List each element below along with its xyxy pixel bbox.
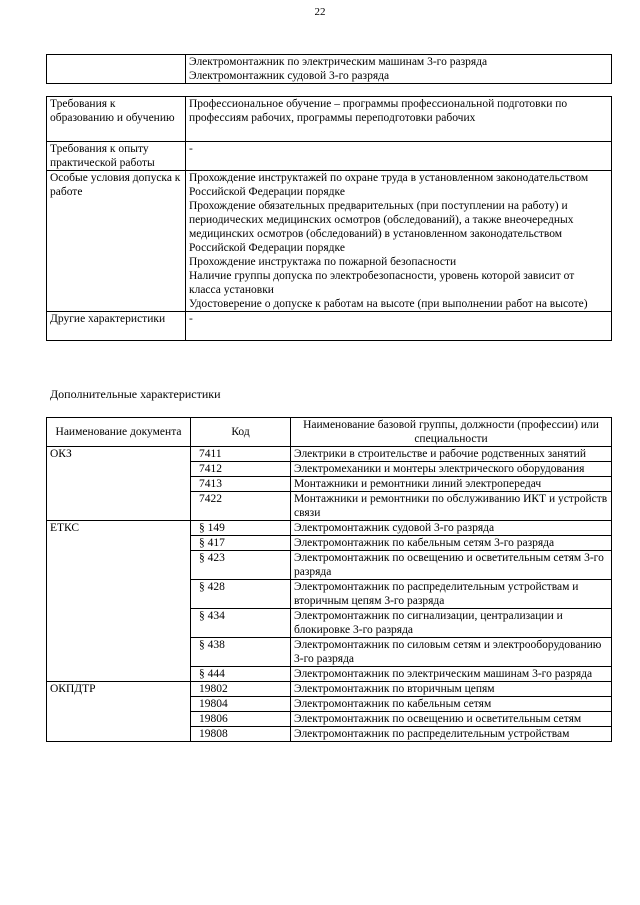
table-row [47, 142, 612, 171]
requirement-line: Наличие группы допуска по электробезопасности, уровень которой зависит от класса установки [189, 270, 575, 296]
table-row [47, 312, 612, 341]
occupation-name-cell: Монтажники и ремонтники по обслуживанию ИКТ и устройств связи [291, 492, 612, 521]
occupation-name-cell: Электромонтажник по освещению и осветительным сетям [291, 712, 612, 727]
additional-characteristics-table [46, 417, 612, 742]
occupation-name-cell: Электромонтажник судовой 3-го разряда [291, 521, 612, 536]
code-cell: 19806 [191, 712, 291, 727]
code-cell: § 434 [191, 609, 291, 638]
empty-cell [47, 55, 186, 84]
code-cell: § 428 [191, 580, 291, 609]
requirement-line: Прохождение инструктажа по пожарной безопасности [189, 256, 457, 268]
continuation-line: Электромонтажник по электрическим машинам 3-го разряда [189, 56, 488, 68]
continuation-cell [186, 55, 612, 84]
code-cell: § 423 [191, 551, 291, 580]
table-row [47, 447, 612, 462]
header-document: Наименование документа [47, 418, 191, 447]
code-cell: 7413 [191, 477, 291, 492]
code-cell: 19802 [191, 682, 291, 697]
requirement-label: Другие характеристики [47, 312, 186, 341]
page-number: 22 [314, 6, 326, 18]
requirement-line: Прохождение инструктажей по охране труда в установленном законодательством Российской Федерации порядке [189, 172, 589, 198]
table-row [47, 171, 612, 312]
code-cell: § 417 [191, 536, 291, 551]
requirement-label: Особые условия допуска к работе [47, 171, 186, 312]
occupation-name-cell: Электромонтажник по сигнализации, централизации и блокировке 3-го разряда [291, 609, 612, 638]
occupation-name-cell: Электромонтажник по вторичным цепям [291, 682, 612, 697]
requirement-line: Прохождение обязательных предварительных (при поступлении на работу) и периодических медицинских осмотров (обследований), а также внеочередных медицинских осмотров (обследований) в установленном законодательством Российской Федерации порядке [189, 200, 574, 254]
table-row [47, 55, 612, 84]
occupation-name-cell: Электромонтажник по электрическим машинам 3-го разряда [291, 667, 612, 682]
code-cell: 7411 [191, 447, 291, 462]
occupation-name-cell: Электромонтажник по распределительным устройствам [291, 727, 612, 742]
continuation-table [46, 54, 612, 84]
code-cell: 7422 [191, 492, 291, 521]
document-cell: ОКЗ [47, 447, 191, 521]
requirement-value [186, 171, 612, 312]
header-row [47, 418, 612, 447]
table-row [47, 97, 612, 142]
requirement-value: - [186, 312, 612, 341]
document-cell: ЕТКС [47, 521, 191, 682]
continuation-line: Электромонтажник судовой 3-го разряда [189, 70, 390, 82]
table-row [47, 521, 612, 536]
table-row [47, 682, 612, 697]
occupation-name-cell: Электромонтажник по распределительным устройствам и вторичным цепям 3-го разряда [291, 580, 612, 609]
header-code: Код [191, 418, 291, 447]
occupation-name-cell: Электромонтажник по кабельным сетям [291, 697, 612, 712]
section-title: Дополнительные характеристики [50, 387, 221, 401]
code-cell: § 438 [191, 638, 291, 667]
requirement-label: Требования к образованию и обучению [47, 97, 186, 142]
requirements-table [46, 96, 612, 341]
code-cell: § 444 [191, 667, 291, 682]
document-cell: ОКПДТР [47, 682, 191, 742]
header-name: Наименование базовой группы, должности (профессии) или специальности [291, 418, 612, 447]
requirement-label: Требования к опыту практической работы [47, 142, 186, 171]
requirement-value: - [186, 142, 612, 171]
occupation-name-cell: Электромонтажник по кабельным сетям 3-го разряда [291, 536, 612, 551]
code-cell: 7412 [191, 462, 291, 477]
occupation-name-cell: Электрики в строительстве и рабочие родственных занятий [291, 447, 612, 462]
code-cell: § 149 [191, 521, 291, 536]
occupation-name-cell: Электромонтажник по силовым сетям и электрооборудованию 3-го разряда [291, 638, 612, 667]
code-cell: 19808 [191, 727, 291, 742]
requirement-line: Удостоверение о допуске к работам на высоте (при выполнении работ на высоте) [189, 298, 588, 310]
occupation-name-cell: Электромонтажник по освещению и осветительным сетям 3-го разряда [291, 551, 612, 580]
requirement-value: Профессиональное обучение – программы профессиональной подготовки по профессиям рабочих, программы переподготовки рабочих [186, 97, 612, 142]
code-cell: 19804 [191, 697, 291, 712]
occupation-name-cell: Монтажники и ремонтники линий электропередач [291, 477, 612, 492]
groups-body [47, 447, 612, 742]
occupation-name-cell: Электромеханики и монтеры электрического оборудования [291, 462, 612, 477]
